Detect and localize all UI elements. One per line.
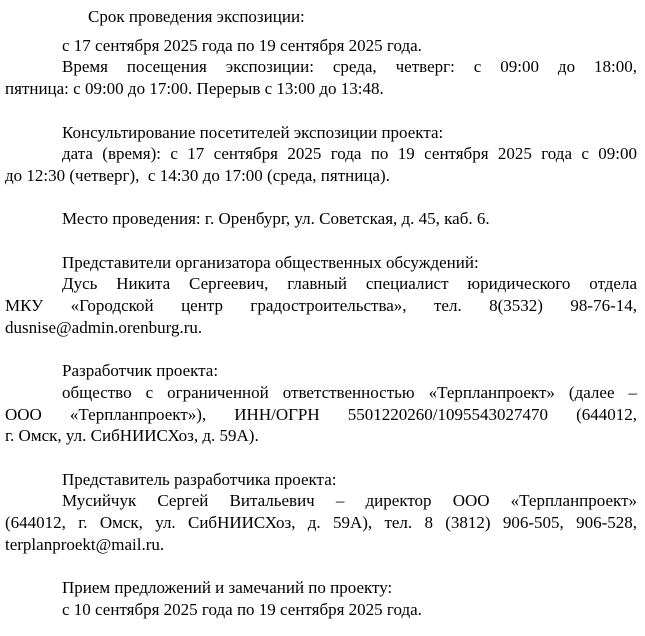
text-line: Место проведения: г. Оренбург, ул. Советская, д. 45, каб. 6. — [62, 209, 490, 229]
text-line: ООО «Терпланпроект»), ИНН/ОГРН 5501220260/1095543027470 (644012, — [5, 404, 637, 424]
section-heading: Представители организатора общественных обсуждений: — [62, 252, 479, 272]
section-project-developer — [5, 360, 637, 447]
text-line: дата (время): с 17 сентября 2025 года по 19 сентября 2025 года с 09:00 — [62, 144, 637, 164]
text-line: пятница: с 09:00 до 17:00. Перерыв с 13:00 до 13:48. — [5, 79, 384, 99]
text-line: с 17 сентября 2025 года по 19 сентября 2025 года. — [62, 35, 422, 55]
section-consultation — [5, 122, 637, 187]
section-heading: Разработчик проекта: — [62, 361, 219, 381]
text-line: общество с ограниченной ответственностью «Терпланпроект» (далее – — [62, 382, 637, 402]
text-line: Время посещения экспозиции: среда, четверг: с 09:00 до 18:00, — [62, 57, 637, 77]
section-organizer-representatives — [5, 252, 637, 339]
text-line: (644012, г. Омск, ул. СибНИИСХоз, д. 59А), тел. 8 (3812) 906-505, 906-528, — [5, 513, 637, 533]
section-exposition-period-title — [5, 6, 637, 28]
text-line: г. Омск, ул. СибНИИСХоз, д. 59А). — [5, 426, 259, 446]
section-venue — [5, 208, 637, 230]
text-line: МКУ «Городской центр градостроительства», тел. 8(3532) 98-76-14, — [5, 296, 637, 316]
text-line: Мусийчук Сергей Витальевич – директор ООО «Терпланпроект» — [62, 491, 637, 511]
section-heading: Представитель разработчика проекта: — [62, 469, 337, 489]
text-line: Дусь Никита Сергеевич, главный специалист юридического отдела — [62, 274, 637, 294]
text-line: с 10 сентября 2025 года по 19 сентября 2025 года. — [62, 599, 422, 619]
section-heading: Срок проведения экспозиции: — [88, 7, 305, 26]
section-heading: Консультирование посетителей экспозиции проекта: — [62, 122, 444, 142]
developer-email-line: terplanproekt@mail.ru. — [5, 534, 165, 554]
text-line: до 12:30 (четверг), с 14:30 до 17:00 (среда, пятница). — [5, 165, 390, 185]
section-proposals-acceptance — [5, 577, 637, 620]
section-exposition-period-details — [5, 35, 637, 100]
organizer-email-line: dusnise@admin.orenburg.ru. — [5, 317, 203, 337]
section-heading: Прием предложений и замечаний по проекту: — [62, 578, 393, 598]
section-developer-representative — [5, 469, 637, 556]
